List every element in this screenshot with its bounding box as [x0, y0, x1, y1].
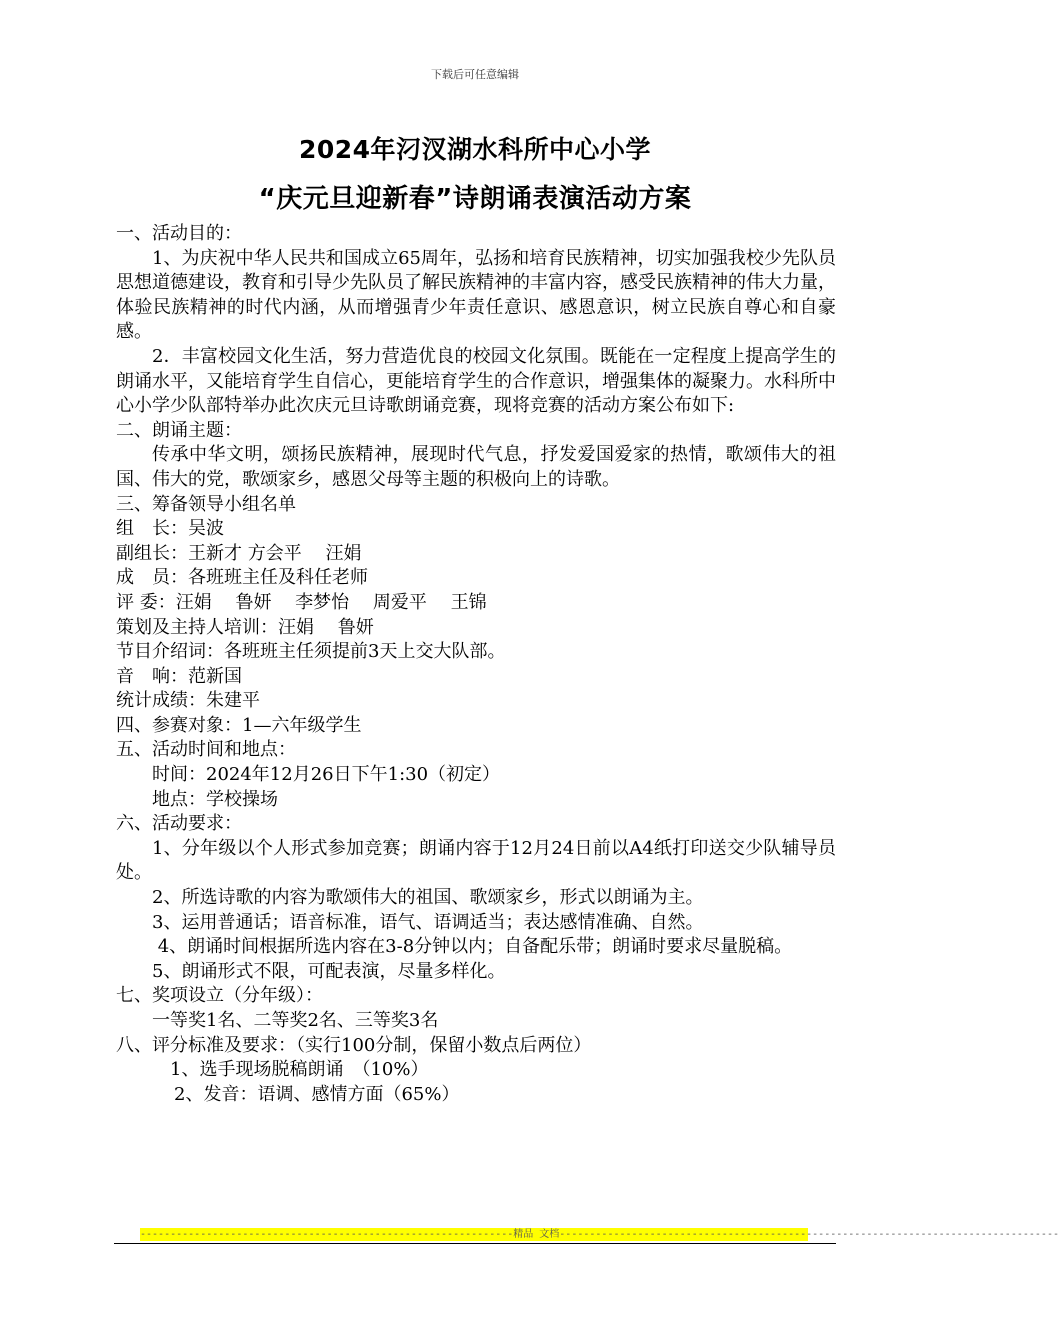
body-paragraph: 音 响：范新国 [116, 665, 242, 687]
body-paragraph: 地点：学校操场 [152, 788, 278, 810]
body-paragraph: 六、活动要求： [116, 813, 242, 835]
footer-divider [114, 1243, 836, 1244]
body-paragraph: 1、选手现场脱稿朗诵 （10%） [170, 1059, 429, 1081]
document-title-line2: “庆元旦迎新春”诗朗诵表演活动方案 [258, 184, 692, 214]
body-paragraph: 4、朗诵时间根据所选内容在3-8分钟以内；自备配乐带；朗诵时要求尽量脱稿。 [152, 936, 793, 958]
body-paragraph: 一等奖1名、二等奖2名、三等奖3名 [152, 1010, 439, 1031]
body-paragraph: 五、活动时间和地点： [116, 739, 296, 761]
body-paragraph: 5、朗诵形式不限，可配表演，尽量多样化。 [152, 960, 506, 982]
body-paragraph: 传承中华文明，颂扬民族精神，展现时代气息，抒发爱国爱家的热情，歌颂伟大的祖国、伟大的党，歌颂家乡，感恩父母等主题的积极向上的诗歌。 [116, 444, 836, 490]
header-note: 下载后可任意编辑 [431, 68, 519, 81]
body-paragraph: 一、活动目的： [116, 223, 242, 244]
body-paragraph: 三、筹备领导小组名单 [116, 493, 296, 515]
body-paragraph: 组 长：吴波 [116, 518, 224, 540]
body-paragraph: 时间：2024年12月26日下午1:30（初定） [152, 764, 501, 786]
body-paragraph: 2、发音：语调、感情方面（65%） [174, 1083, 460, 1105]
body-paragraph: 3、运用普通话；语音标准，语气、语调适当；表达感情准确、自然。 [152, 911, 704, 933]
body-paragraph: 节目介绍词：各班班主任须提前3天上交大队部。 [116, 641, 506, 663]
body-paragraph: 二、朗诵主题： [116, 419, 242, 441]
body-paragraph: 策划及主持人培训：汪娟 鲁妍 [116, 616, 374, 638]
body-paragraph: 1、分年级以个人形式参加竞赛；朗诵内容于12月24日前以A4纸打印送交少队辅导员处。 [116, 837, 836, 884]
body-paragraph: 2、所选诗歌的内容为歌颂伟大的祖国、歌颂家乡，形式以朗诵为主。 [152, 887, 704, 909]
body-paragraph: 成 员：各班班主任及科任老师 [116, 567, 368, 589]
body-paragraph: 八、评分标准及要求：（实行100分制，保留小数点后两位） [116, 1034, 592, 1056]
body-paragraph: 2．丰富校园文化生活，努力营造优良的校园文化氛围。既能在一定程度上提高学生的朗诵水平，又能培育学生自信心，更能培育学生的合作意识，增强集体的凝聚力。水科所中心小学少队部特举办此次庆元旦诗歌朗诵竞赛，现将竞赛的活动方案公布如下: [116, 345, 836, 417]
footer-banner: --------------------------------------------------------------精品 文档----------------------------------------------------------------------------------- [140, 1229, 1059, 1240]
body-paragraph: 四、参赛对象：1—六年级学生 [116, 714, 362, 736]
document-title-line1: 2024年汈汊湖水科所中心小学 [298, 135, 652, 164]
body-paragraph: 1、为庆祝中华人民共和国成立65周年，弘扬和培育民族精神，切实加强我校少先队员思想道德建设，教育和引导少先队员了解民族精神的丰富内容，感受民族精神的伟大力量，体验民族精神的时代内涵，从而增强青少年责任意识、感恩意识，树立民族自尊心和自豪感。 [116, 247, 836, 343]
body-paragraph: 评 委：汪娟 鲁妍 李梦怡 周爱平 王锦 [116, 591, 487, 613]
body-paragraph: 副组长：王新才 方会平 汪娟 [116, 542, 362, 564]
document-body [116, 222, 836, 1107]
body-paragraph: 统计成绩：朱建平 [116, 690, 260, 712]
body-paragraph: 七、奖项设立（分年级）： [116, 985, 323, 1007]
